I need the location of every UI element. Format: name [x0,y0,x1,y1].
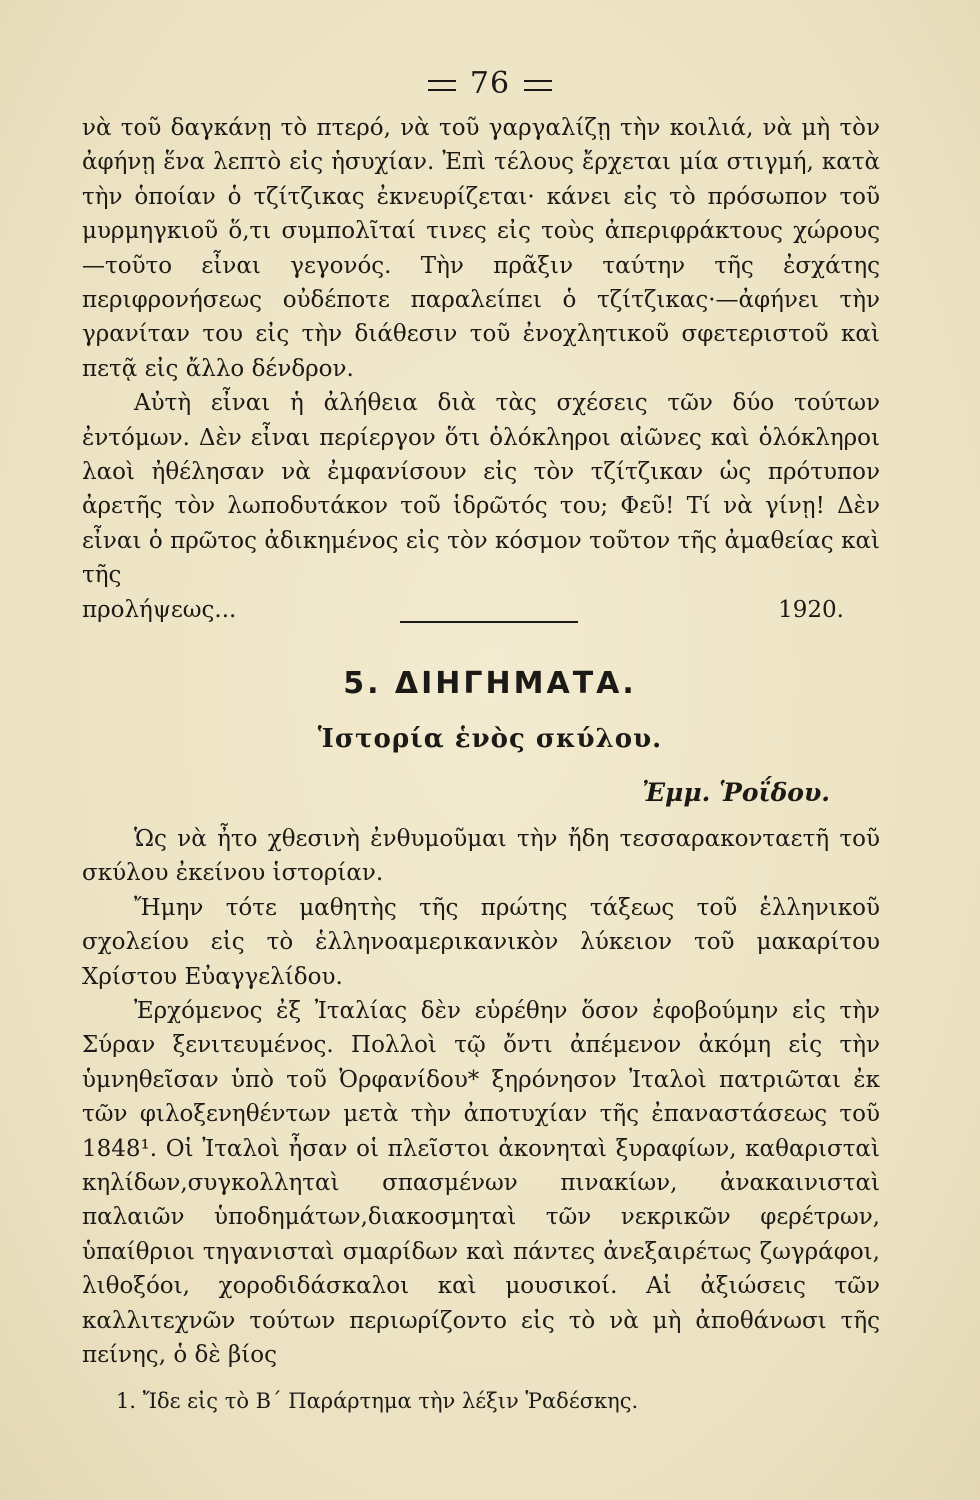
section-divider [400,621,578,623]
closing-text: προλήψεως... [82,596,237,623]
paragraph: Ὡς νὰ ἦτο χθεσινὴ ἐνθυμοῦμαι τὴν ἤδη τεσσαρακονταετῆ τοῦ σκύλου ἐκείνου ἱστορίαν. [82,826,880,887]
body-text-bottom [82,822,880,1373]
section-title: 5. ΔΙΗΓΗΜΑΤΑ. [343,666,637,701]
paragraph: Αὐτὴ εἶναι ἡ ἀλήθεια διὰ τὰς σχέσεις τῶν δύο τούτων ἐντόμων. Δὲν εἶναι περίεργον ὅτι ὁλόκληροι αἰῶνες καὶ ὁλόκληροι λαοὶ ἠθέλησαν νὰ ἐμφανίσουν εἰς τὸν τζίτζικαν ὡς πρότυπον ἀρετῆς τὸν λωποδυτάκον τοῦ ἱδρῶτός του; Φεῦ! Τί νὰ γίνῃ! Δὲν εἶναι ὁ πρῶτος ἀδικημένος εἰς τὸν κόσμον τοῦτον τῆς ἀμαθείας καὶ τῆς [82,390,880,589]
story-title: Ἱστορία ἑνὸς σκύλου. [317,724,663,754]
date-year: 1920. [778,596,844,623]
page-number-value: 76 [469,66,511,101]
page-number-ornament-left [428,80,456,91]
paragraph: νὰ τοῦ δαγκάνῃ τὸ πτερό, νὰ τοῦ γαργαλίζῃ τὴν κοιλιά, νὰ μὴ τὸν ἀφήνῃ ἕνα λεπτὸ εἰς ἡσυχίαν. Ἐπὶ τέλους ἔρχεται μία στιγμή, κατὰ τὴν ὁποίαν ὁ τζίτζικας ἐκνευρίζεται· κάνει εἰς τὸ πρόσωπον τοῦ μυρμηγκιοῦ ὅ,τι συμπολῖταί τινες εἰς τοὺς ἀπεριφράκτους χώρους—τοῦτο εἶναι γεγονός. Τὴν πρᾶξιν ταύτην τῆς ἐσχάτης περιφρονήσεως οὐδέποτε παραλείπει ὁ τζίτζικας·—ἀφήνει τὴν γρανίταν του εἰς τὴν διάθεσιν τοῦ ἐνοχλητικοῦ σφετεριστοῦ καὶ πετᾷ εἰς ἄλλο δένδρον. [82,115,880,382]
paragraph: Ἤμην τότε μαθητὴς τῆς πρώτης τάξεως τοῦ ἑλληνικοῦ σχολείου εἰς τὸ ἑλληνοαμερικανικὸν λύκειον τοῦ μακαρίτου Χρίστου Εὐαγγελίδου. [82,894,880,990]
author-name: Ἐμμ. Ῥοΐδου. [642,778,830,807]
page-number [0,66,980,101]
footnote: 1. Ἴδε εἰς τὸ Β΄ Παράρτημα τὴν λέξιν Ῥαδέσκης. [116,1389,639,1413]
page-number-ornament-right [524,80,552,91]
body-text-top [82,111,880,627]
paragraph: Ἐρχόμενος ἐξ Ἰταλίας δὲν εὑρέθην ὅσον ἐφοβούμην εἰς τὴν Σύραν ξενιτευμένος. Πολλοὶ τῷ ὄντι ἀπέμενον ἀκόμη εἰς τὴν ὑμνηθεῖσαν ὑπὸ τοῦ Ὀρφανίδου* ξηρόνησον Ἰταλοὶ πατριῶται ἐκ τῶν φιλοξενηθέντων μετὰ τὴν ἀποτυχίαν τῆς ἐπαναστάσεως τοῦ 1848¹. Οἱ Ἰταλοὶ ἦσαν οἱ πλεῖστοι ἀκονηταὶ ξυραφίων, καθαρισταὶ κηλίδων,συγκολληταὶ σπασμένων πινακίων, ἀνακαινισταὶ παλαιῶν ὑποδημάτων,διακοσμηταὶ τῶν νεκρικῶν φερέτρων, ὑπαίθριοι τηγανισταὶ σμαρίδων καὶ πάντες ἀνεξαιρέτως ζωγράφοι, λιθοξόοι, χοροδιδάσκαλοι καὶ μουσικοί. Αἱ ἀξιώσεις τῶν καλλιτεχνῶν τούτων περιωρίζοντο εἰς τὸ νὰ μὴ ἀποθάνωσι τῆς πείνης, ὁ δὲ βίος [82,998,880,1369]
